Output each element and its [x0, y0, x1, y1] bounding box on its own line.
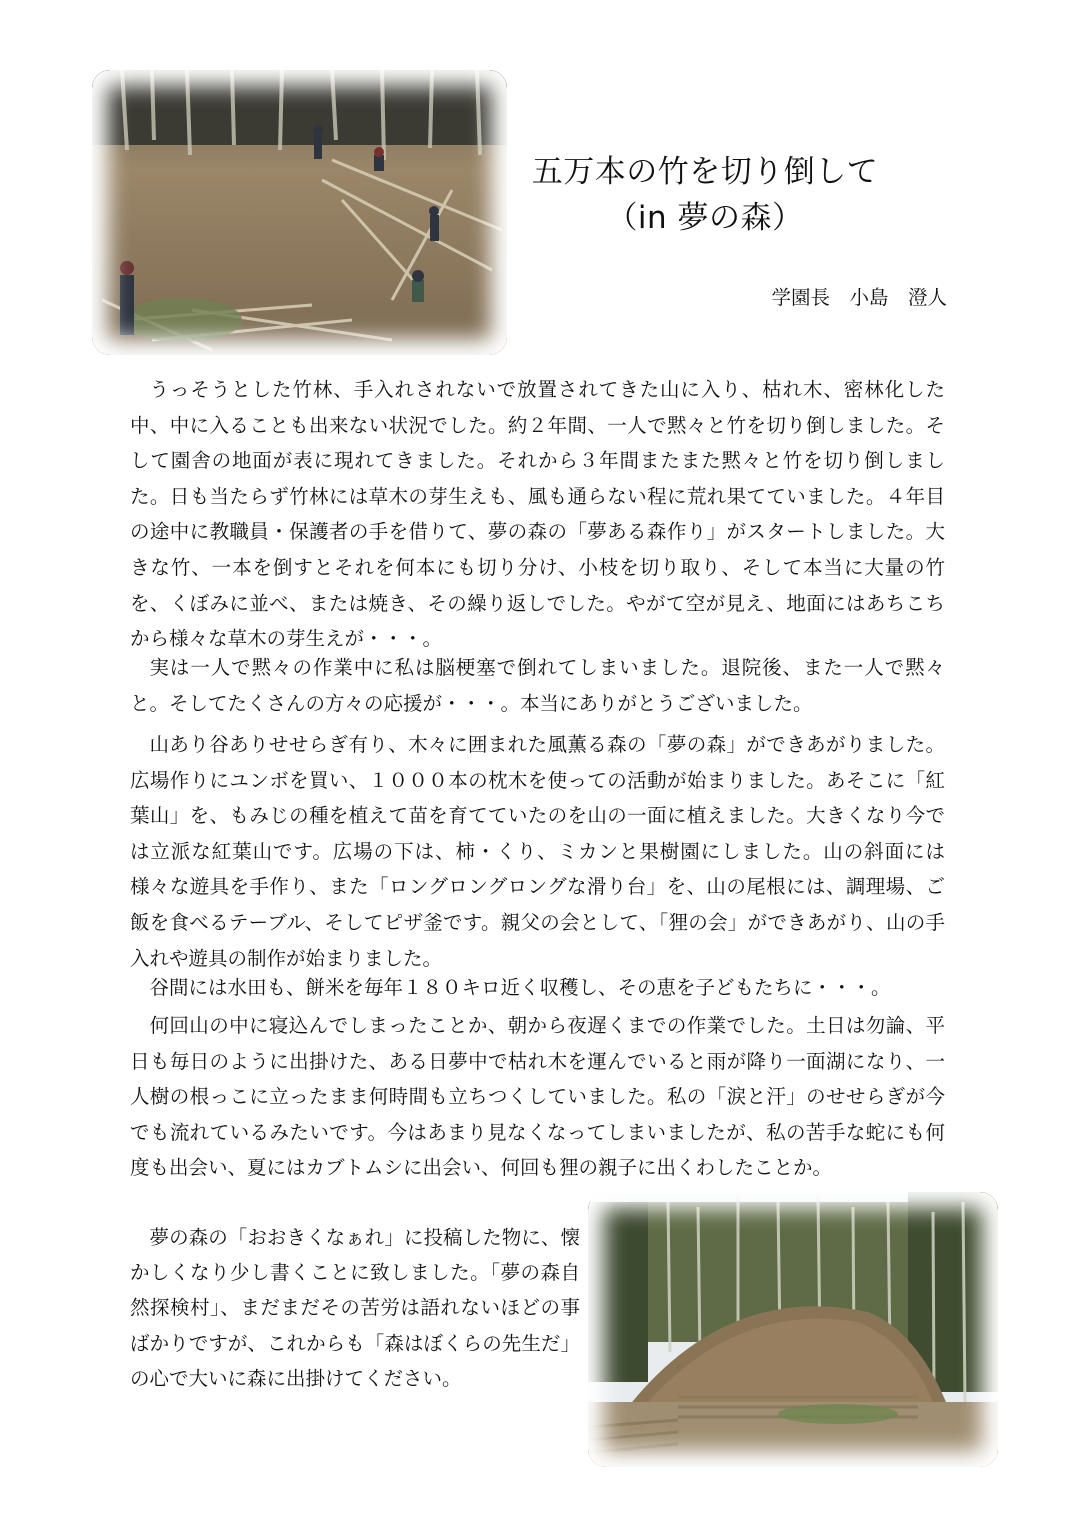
- page-title: 五万本の竹を切り倒して: [531, 154, 879, 190]
- paragraph: 山あり谷ありせせらぎ有り、木々に囲まれた風薫る森の「夢の森」ができあがりました。広場作りにユンボを買い、１０００本の枕木を使っての活動が始まりました。あそこに「紅葉山」を、もみじの種を植えて苗を育てていたのを山の一面に植えました。大きくなり今では立派な紅葉山です。広場の下は、柿・くり、ミカンと果樹園にしました。山の斜面には様々な遊具を手作り、また「ロングロングロングな滑り台」を、山の尾根には、調理場、ご飯を食べるテーブル、そしてピザ釜です。親父の会として、「狸の会」ができあがり、山の手入れや遊具の制作が始まりました。: [130, 733, 945, 970]
- paragraph: 何回山の中に寝込んでしまったことか、朝から夜遅くまでの作業でした。土日は勿論、平日も毎日のように出掛けた、ある日夢中で枯れ木を運んでいると雨が降り一面湖になり、一人樹の根っこに立ったまま何時間も立ちつくしていました。私の「涙と汗」のせせらぎが今でも流れているみたいです。今はあまり見なくなってしまいましたが、私の苦手な蛇にも何度も出会い、夏にはカブトムシに出会い、何回も狸の親子に出くわしたことか。: [130, 1014, 945, 1180]
- forest-mound-photo: [588, 1192, 998, 1467]
- page-subtitle: （in 夢の森）: [606, 200, 804, 236]
- author-line: 学園長 小島 澄人: [771, 286, 947, 309]
- paragraph: 実は一人で黙々の作業中に私は脳梗塞で倒れてしまいました。退院後、また一人で黙々と。そしてたくさんの方々の応援が・・・。本当にありがとうございました。: [130, 656, 945, 715]
- paragraph: 夢の森の「おおきくなぁれ」に投稿した物に、懐かしくなり少し書くことに致しました。「夢の森自然探検村」、まだまだその苦労は語れないほどの事ばかりですが、これからも「森はぼくらの先生だ」の心で大いに森に出掛けてください。: [130, 1226, 580, 1390]
- paragraph: うっそうとした竹林、手入れされないで放置されてきた山に入り、枯れ木、密林化した中、中に入ることも出来ない状況でした。約２年間、一人で黙々と竹を切り倒しました。そして園舎の地面が表に現れてきました。それから３年間またまた黙々と竹を切り倒しました。日も当たらず竹林には草木の芽生えも、風も通らない程に荒れ果てていました。４年目の途中に教職員・保護者の手を借りて、夢の森の「夢ある森作り」がスタートしました。大きな竹、一本を倒すとそれを何本にも切り分け、小枝を切り取り、そして本当に大量の竹を、くぼみに並べ、または焼き、その繰り返しでした。やがて空が見え、地面にはあちこちから様々な草木の芽生えが・・・。: [130, 378, 945, 651]
- bamboo-clearing-photo: [92, 70, 507, 355]
- paragraph: 谷間には水田も、餅米を毎年１８０キロ近く収穫し、その恵を子どもたちに・・・。: [149, 976, 891, 999]
